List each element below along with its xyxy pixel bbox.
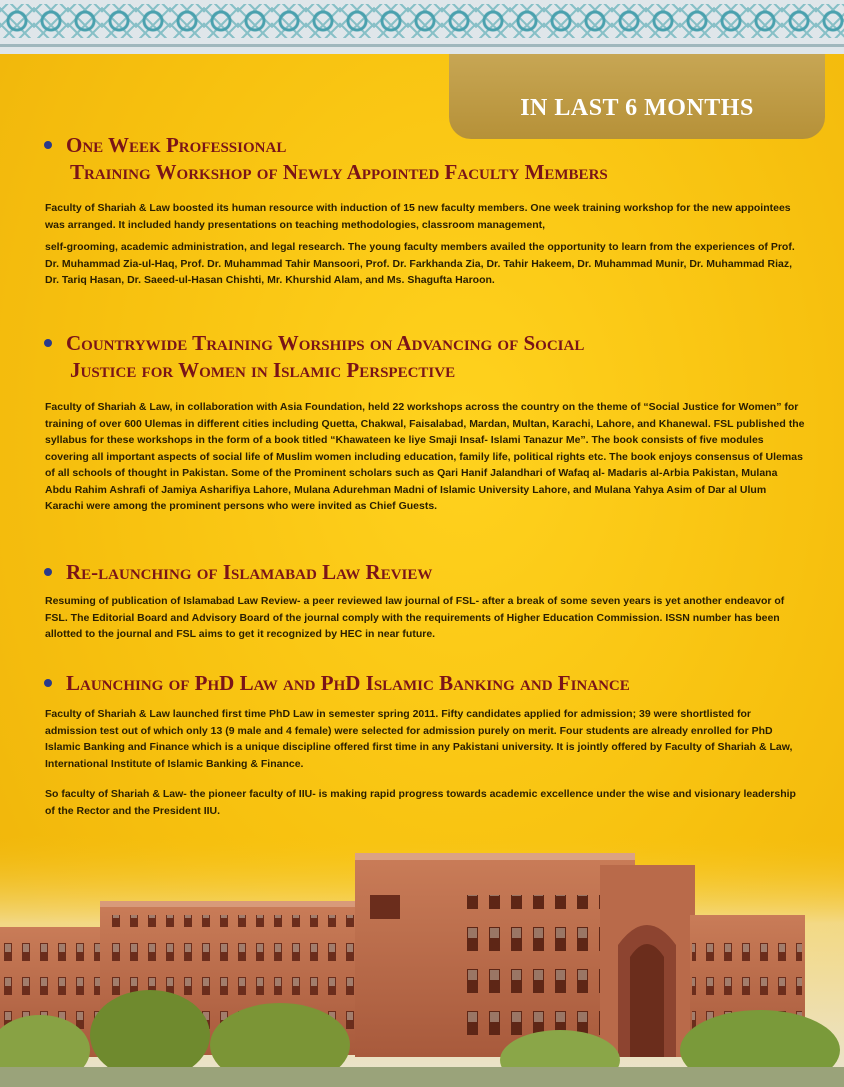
header-tab [449, 54, 825, 139]
section-paragraph: Resuming of publication of Islamabad Law Review- a peer reviewed law journal of FSL- after a break of some seven years is yet another endeavor of FSL. The Editorial Board and Advisory Board of the journal comply with the requirements of Higher Education Commission. ISSN number has been allotted to the journal and FSL aims to get it recognized by HEC in near future. [45, 595, 785, 640]
section-heading-line1: Launching of PhD Law and PhD Islamic Banking and Finance [66, 671, 630, 695]
section-heading-line1: One Week Professional [66, 133, 287, 157]
top-ornament-band [0, 0, 844, 54]
bullet-dot-icon [44, 141, 52, 149]
section-heading-phd-launch [44, 670, 630, 697]
section-paragraph: Faculty of Shariah & Law launched first time PhD Law in semester spring 2011. Fifty candidates applied for admission; 39 were shortlisted for admission test out of which only 13 (9 male and 4 female) were selected for admission purely on merit. Four students are already enrolled for PhD Islamic Banking and Finance which is a unique discipline offered first time in any Pakistani university. It is jointly offered by Faculty of Shariah & Law, International Institute of Islamic Banking & Finance. [45, 708, 793, 770]
section-heading-countrywide-training [44, 330, 584, 384]
section-heading-line2: Justice for Women in Islamic Perspective [70, 358, 456, 382]
section-heading-line2: Training Workshop of Newly Appointed Faculty Members [70, 160, 608, 184]
bullet-dot-icon [44, 339, 52, 347]
section-heading-line1: Re-launching of Islamabad Law Review [66, 560, 433, 584]
section-heading-line1: Countrywide Training Worships on Advancing of Social [66, 331, 585, 355]
section-heading-law-review [44, 559, 432, 586]
section-paragraph: self-grooming, academic administration, and legal research. The young faculty members availed the opportunity to learn from the experiences of Prof. Dr. Muhammad Zia-ul-Haq, Prof. Dr. Muhammad Tahir Mansoori, Prof. Dr. Farkhanda Zia, Dr. Tahir Hakeem, Dr. Muhammad Munir, Dr. Muhammad Riaz, Dr. Tariq Hasan, Dr. Saeed-ul-Hasan Chishti, Mr. Khurshid Alam, and Ms. Shagufta Haroon. [45, 241, 795, 286]
section-heading-training-workshop [44, 132, 608, 186]
header-tab-title: IN LAST 6 MONTHS [520, 95, 754, 121]
section-paragraph: So faculty of Shariah & Law- the pioneer faculty of IIU- is making rapid progress towards academic excellence under the wise and visionary leadership of the Rector and the President IIU. [45, 788, 796, 817]
bullet-dot-icon [44, 679, 52, 687]
band-divider [0, 44, 844, 47]
border-ornament-icon [0, 4, 844, 38]
section-paragraph: Faculty of Shariah & Law boosted its human resource with induction of 15 new faculty members. One week training workshop for the new appointees was arranged. It included handy presentations on teaching methodologies, classroom management, [45, 202, 791, 231]
university-building-image [0, 835, 844, 1087]
section-paragraph: Faculty of Shariah & Law, in collaboration with Asia Foundation, held 22 workshops across the country on the theme of “Social Justice for Women” for training of over 600 Ulemas in different cities including Quetta, Chakwal, Faisalabad, Mardan, Multan, Karachi, Lahore, and Khanewal. FSL published the syllabus for these workshops in the form of a book titled “Khawateen ke liye Smaji Insaf- Islami Tanazur Me”. The book consists of five modules covering all important aspects of social life of Muslim women including education, family life, political rights etc. The book enjoys consensus of Ulemas of all schools of thought in Pakistan. Some of the Prominent scholars such as Qari Hanif Jalandhari of Wafaq al- Madaris al-Arbia Pakistan, Mulana Abdu Rahim Ashrafi of Jamiya Asharifiya Lahore, Mulana Adurehman Madni of Islamic University Lahore, and Mulana Yahya Asim of Dar al Ulum Karachi were among the prominent persons who were invited as Chief Guests. [45, 401, 805, 512]
bullet-dot-icon [44, 568, 52, 576]
